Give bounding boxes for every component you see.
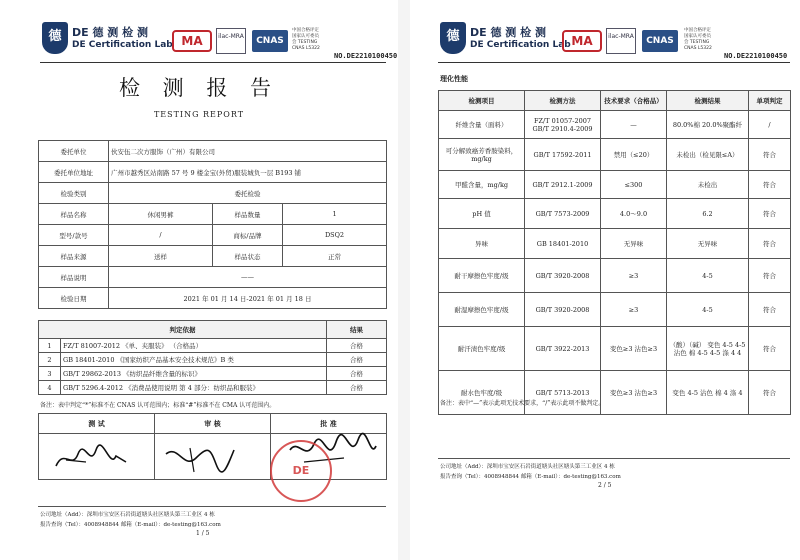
footer-contact: 报告查询（Tel）：4008948844 邮箱（E-mail）：de-testing@163.com bbox=[440, 474, 621, 480]
test-item: 异味 bbox=[439, 229, 525, 259]
source-label: 样品来源 bbox=[39, 246, 109, 267]
test-result: 6.2 bbox=[667, 199, 749, 229]
row-number: 4 bbox=[39, 381, 61, 395]
table-row bbox=[39, 339, 387, 353]
test-result: 未检出（检见限≤A） bbox=[667, 139, 749, 171]
verdict: / bbox=[749, 111, 791, 139]
table-row bbox=[39, 367, 387, 381]
test-item: 耐湿摩擦色牢度/级 bbox=[439, 293, 525, 327]
standard-result: 合格 bbox=[327, 339, 387, 353]
test-method: GB/T 2912.1-2009 bbox=[525, 171, 601, 199]
test-result: 无异味 bbox=[667, 229, 749, 259]
page-gutter bbox=[398, 0, 410, 560]
table-row bbox=[39, 204, 387, 225]
cnas-logo: CNAS bbox=[642, 30, 678, 52]
verdict: 符合 bbox=[749, 371, 791, 415]
brand-name: DE 德 测 检 测 bbox=[72, 26, 148, 39]
verdict: 符合 bbox=[749, 139, 791, 171]
source-value: 送样 bbox=[109, 246, 213, 267]
test-result: 4-5 bbox=[667, 293, 749, 327]
test-method: GB/T 3920-2008 bbox=[525, 293, 601, 327]
requirement: 无异味 bbox=[601, 229, 667, 259]
brand-label: 商标/品牌 bbox=[213, 225, 283, 246]
standard-text: GB/T 5296.4-2012 《消费品使用说明 第 4 部分：纺织品和服装》 bbox=[61, 381, 327, 395]
table-row bbox=[39, 225, 387, 246]
remark-note: 备注：表中“—”表示此项无技术要求，“/”表示此项不做判定。 bbox=[440, 400, 605, 407]
page-header bbox=[0, 0, 398, 62]
header-divider bbox=[438, 62, 790, 63]
requirement: ≤300 bbox=[601, 171, 667, 199]
result-header: 结果 bbox=[327, 321, 387, 339]
quantity-value: 1 bbox=[283, 204, 387, 225]
accreditation-note: 中国合格评定国家认可委员会 TESTING CNAS L5322 bbox=[684, 28, 712, 51]
requirement: ≥3 bbox=[601, 293, 667, 327]
test-method: GB/T 17592-2011 bbox=[525, 139, 601, 171]
test-method: FZ/T 01057-2007 GB/T 2910.4-2009 bbox=[525, 111, 601, 139]
standard-text: FZ/T 81007-2012 《单、夹服装》 （合格品） bbox=[61, 339, 327, 353]
ilac-logo: ilac-MRA bbox=[216, 28, 246, 54]
verdict: 符合 bbox=[749, 229, 791, 259]
ilac-logo: ilac-MRA bbox=[606, 28, 636, 54]
requirement: 变色≥3 沾色≥3 bbox=[601, 371, 667, 415]
requirement: 4.0～9.0 bbox=[601, 199, 667, 229]
table-row bbox=[39, 321, 387, 339]
test-date-value: 2021 年 01 月 14 日-2021 年 01 月 18 日 bbox=[109, 288, 387, 309]
standards-header: 判定依据 bbox=[39, 321, 327, 339]
column-header: 单项判定 bbox=[749, 91, 791, 111]
scope-note: 备注：表中判定“*”标准不在 CNAS 认可范围内；标准“#”标准不在 CMA 认可范围内。 bbox=[40, 402, 276, 409]
category-value: 委托检验 bbox=[109, 183, 387, 204]
table-row bbox=[439, 327, 791, 371]
model-label: 型号/款号 bbox=[39, 225, 109, 246]
section-title: 理化性能 bbox=[440, 74, 468, 83]
cnas-logo: CNAS bbox=[252, 30, 288, 52]
client-value: 伙安伍二次方服饰（广州）有限公司 bbox=[109, 141, 387, 162]
test-item: 可分解致癌芳香胺染料，mg/kg bbox=[439, 139, 525, 171]
description-label: 样品说明 bbox=[39, 267, 109, 288]
tester-label: 测 试 bbox=[39, 414, 155, 434]
verdict: 符合 bbox=[749, 199, 791, 229]
verdict: 符合 bbox=[749, 327, 791, 371]
test-method: GB/T 3920-2008 bbox=[525, 259, 601, 293]
table-row bbox=[39, 141, 387, 162]
requirement: 禁用（≤20） bbox=[601, 139, 667, 171]
table-row bbox=[439, 171, 791, 199]
de-logo: 德 bbox=[42, 22, 68, 54]
table-row bbox=[39, 381, 387, 395]
reviewer-signature bbox=[160, 440, 240, 476]
table-row bbox=[439, 259, 791, 293]
de-logo: 德 bbox=[440, 22, 466, 54]
cma-logo: MA bbox=[172, 30, 212, 52]
brand-english: DE Certification Lab bbox=[470, 40, 571, 50]
sample-name-label: 样品名称 bbox=[39, 204, 109, 225]
client-label: 委托单位 bbox=[39, 141, 109, 162]
state-label: 样品状态 bbox=[213, 246, 283, 267]
results-table bbox=[438, 90, 791, 415]
verdict: 符合 bbox=[749, 171, 791, 199]
column-header: 检测方法 bbox=[525, 91, 601, 111]
table-row bbox=[39, 353, 387, 367]
footer-address: 公司地址（Add）：深圳市宝安区石岩街道塘头社区塘头第三工业区 4 栋 bbox=[40, 512, 215, 518]
test-method: GB/T 3922-2013 bbox=[525, 327, 601, 371]
brand-name: DE 德 测 检 测 bbox=[470, 26, 546, 39]
address-label: 委托单位地址 bbox=[39, 162, 109, 183]
row-number: 3 bbox=[39, 367, 61, 381]
table-row bbox=[439, 371, 791, 415]
table-row bbox=[39, 414, 387, 434]
standard-result: 合格 bbox=[327, 381, 387, 395]
approver-label: 批 准 bbox=[271, 414, 387, 434]
table-row bbox=[39, 267, 387, 288]
test-item: 耐干摩擦色牢度/级 bbox=[439, 259, 525, 293]
report-title: 检 测 报 告 bbox=[118, 76, 280, 100]
table-row bbox=[439, 139, 791, 171]
header-divider bbox=[40, 62, 386, 63]
footer-divider bbox=[438, 458, 790, 459]
table-row bbox=[439, 199, 791, 229]
page-number: 2 / 5 bbox=[598, 482, 612, 489]
test-result: （酸）（碱） 变色 4-5 4-5 沾色 棉 4-5 4-5 涤 4 4 bbox=[667, 327, 749, 371]
table-row bbox=[39, 183, 387, 204]
test-item: 甲醛含量，mg/kg bbox=[439, 171, 525, 199]
cma-logo: MA bbox=[562, 30, 602, 52]
test-item: 耐水色牢度/级 bbox=[439, 371, 525, 415]
report-page-1 bbox=[0, 0, 398, 560]
test-method: GB/T 5713-2013 bbox=[525, 371, 601, 415]
test-result: 4-5 bbox=[667, 259, 749, 293]
page-number: 1 / 5 bbox=[196, 530, 210, 537]
row-number: 2 bbox=[39, 353, 61, 367]
footer-divider bbox=[38, 506, 386, 507]
sample-info-table bbox=[38, 140, 387, 309]
column-header: 技术要求（合格品） bbox=[601, 91, 667, 111]
verdict: 符合 bbox=[749, 293, 791, 327]
report-number: NO.DE2210100450 bbox=[334, 52, 398, 60]
table-row bbox=[39, 288, 387, 309]
quantity-label: 样品数量 bbox=[213, 204, 283, 225]
table-row bbox=[39, 162, 387, 183]
standard-text: GB/T 29862-2013 《纺织品纤维含量的标识》 bbox=[61, 367, 327, 381]
requirement: — bbox=[601, 111, 667, 139]
brand-english: DE Certification Lab bbox=[72, 40, 173, 50]
model-value: / bbox=[109, 225, 213, 246]
test-method: GB 18401-2010 bbox=[525, 229, 601, 259]
table-row bbox=[439, 229, 791, 259]
reviewer-label: 审 核 bbox=[155, 414, 271, 434]
standards-table bbox=[38, 320, 387, 395]
description-value: —— bbox=[109, 267, 387, 288]
column-header: 检测结果 bbox=[667, 91, 749, 111]
tester-signature bbox=[52, 440, 132, 476]
column-header: 检测项目 bbox=[439, 91, 525, 111]
brand-value: DSQ2 bbox=[283, 225, 387, 246]
report-title-english: TESTING REPORT bbox=[153, 110, 245, 119]
state-value: 正常 bbox=[283, 246, 387, 267]
footer-address: 公司地址（Add）：深圳市宝安区石岩街道塘头社区塘头第三工业区 4 栋 bbox=[440, 464, 615, 470]
table-row bbox=[439, 293, 791, 327]
standard-result: 合格 bbox=[327, 367, 387, 381]
accreditation-note: 中国合格评定国家认可委员会 TESTING CNAS L5322 bbox=[292, 28, 320, 51]
report-page-2 bbox=[410, 0, 800, 560]
test-date-label: 检验日期 bbox=[39, 288, 109, 309]
test-item: 耐汗渍色牢度/级 bbox=[439, 327, 525, 371]
test-result: 变色 4-5 沾色 棉 4 涤 4 bbox=[667, 371, 749, 415]
test-item: pH 值 bbox=[439, 199, 525, 229]
requirement: 变色≥3 沾色≥3 bbox=[601, 327, 667, 371]
requirement: ≥3 bbox=[601, 259, 667, 293]
standard-result: 合格 bbox=[327, 353, 387, 367]
footer-contact: 报告查询（Tel）：4008948844 邮箱（E-mail）：de-testing@163.com bbox=[40, 522, 221, 528]
test-result: 80.0%棉 20.0%聚酯纤 bbox=[667, 111, 749, 139]
sample-name-value: 休闲男裤 bbox=[109, 204, 213, 225]
table-row bbox=[39, 246, 387, 267]
verdict: 符合 bbox=[749, 259, 791, 293]
row-number: 1 bbox=[39, 339, 61, 353]
test-item: 纤维含量（面料） bbox=[439, 111, 525, 139]
table-row bbox=[439, 111, 791, 139]
table-row bbox=[439, 91, 791, 111]
official-stamp: DE bbox=[270, 440, 332, 502]
test-method: GB/T 7573-2009 bbox=[525, 199, 601, 229]
address-value: 广州市越秀区站南路 57 号 9 楼金宝(外贸)服装城负一层 B193 铺 bbox=[109, 162, 387, 183]
test-result: 未检出 bbox=[667, 171, 749, 199]
category-label: 检验类别 bbox=[39, 183, 109, 204]
standard-text: GB 18401-2010 《国家纺织产品基本安全技术规范》B 类 bbox=[61, 353, 327, 367]
page-header bbox=[410, 0, 800, 62]
report-number: NO.DE2210100450 bbox=[724, 52, 788, 60]
